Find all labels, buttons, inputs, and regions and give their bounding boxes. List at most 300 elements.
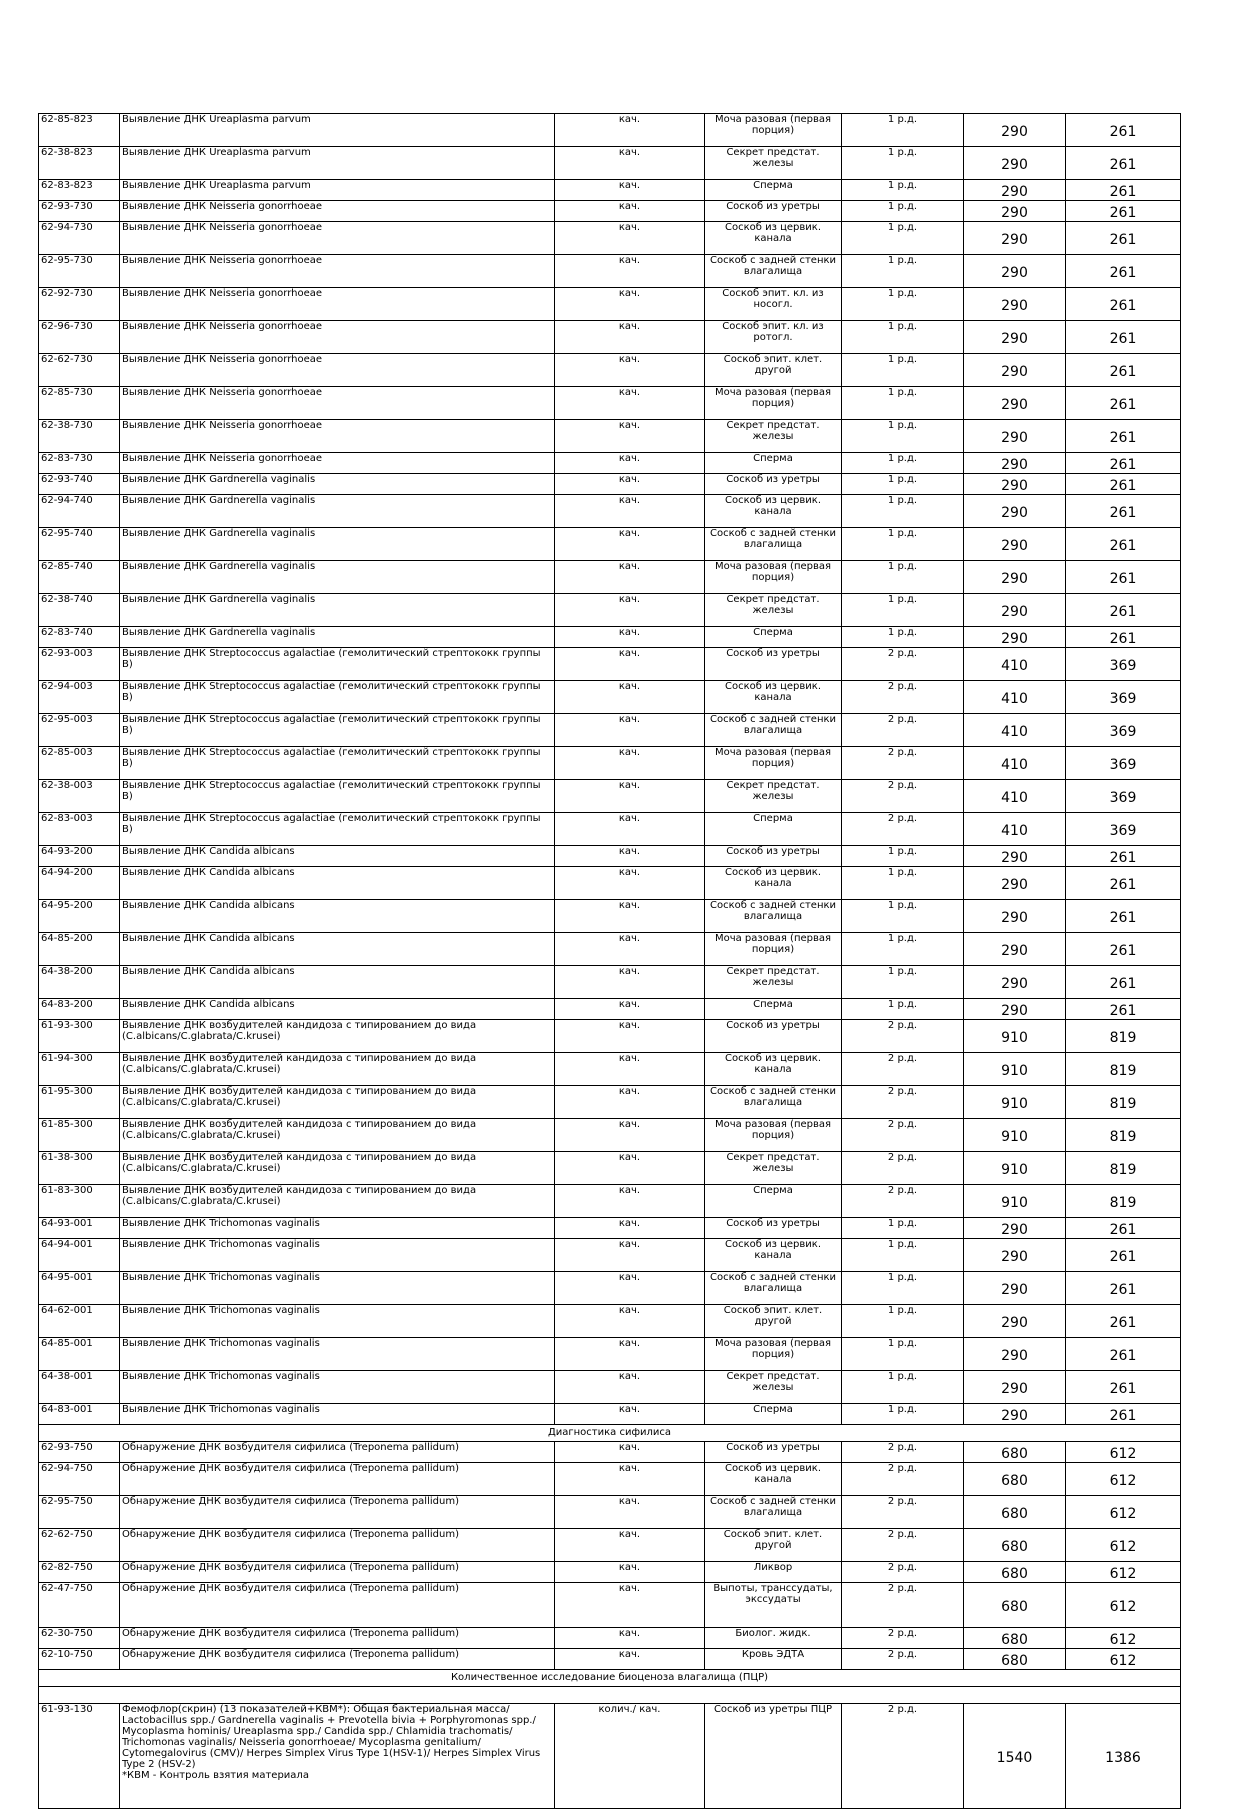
material-cell: Соскоб из цервик. канала bbox=[705, 495, 842, 528]
discount-price-cell: 261 bbox=[1066, 1338, 1181, 1371]
term-cell: 1 р.д. bbox=[842, 966, 964, 999]
discount-price-cell: 261 bbox=[1066, 474, 1181, 495]
table-row bbox=[39, 966, 1181, 999]
term-cell: 1 р.д. bbox=[842, 846, 964, 867]
test-name-cell: Выявление ДНК Neisseria gonorrhoeae bbox=[120, 321, 555, 354]
material-cell: Ликвор bbox=[705, 1562, 842, 1583]
discount-price-cell: 369 bbox=[1066, 747, 1181, 780]
test-code-cell: 62-94-730 bbox=[39, 222, 120, 255]
test-code-cell: 62-62-730 bbox=[39, 354, 120, 387]
method-cell: колич./ кач. bbox=[555, 1704, 705, 1809]
test-code-cell: 61-93-300 bbox=[39, 1020, 120, 1053]
method-cell: кач. bbox=[555, 1442, 705, 1463]
method-cell: кач. bbox=[555, 222, 705, 255]
test-code-cell: 62-85-003 bbox=[39, 747, 120, 780]
discount-price-cell: 819 bbox=[1066, 1152, 1181, 1185]
price-cell: 410 bbox=[964, 681, 1066, 714]
material-cell: Сперма bbox=[705, 999, 842, 1020]
price-cell: 290 bbox=[964, 1305, 1066, 1338]
term-cell: 2 р.д. bbox=[842, 1529, 964, 1562]
test-name-cell: Выявление ДНК Neisseria gonorrhoeae bbox=[120, 255, 555, 288]
test-name-cell: Выявление ДНК Trichomonas vaginalis bbox=[120, 1338, 555, 1371]
price-cell: 290 bbox=[964, 495, 1066, 528]
material-cell: Моча разовая (первая порция) bbox=[705, 747, 842, 780]
table-row bbox=[39, 1649, 1181, 1670]
price-cell: 290 bbox=[964, 474, 1066, 495]
material-cell: Моча разовая (первая порция) bbox=[705, 561, 842, 594]
discount-price-cell: 369 bbox=[1066, 714, 1181, 747]
term-cell: 2 р.д. bbox=[842, 1053, 964, 1086]
term-cell: 1 р.д. bbox=[842, 561, 964, 594]
discount-price-cell: 369 bbox=[1066, 681, 1181, 714]
discount-price-cell: 369 bbox=[1066, 648, 1181, 681]
discount-price-cell: 612 bbox=[1066, 1463, 1181, 1496]
price-cell: 290 bbox=[964, 1338, 1066, 1371]
price-cell: 410 bbox=[964, 648, 1066, 681]
section-title: Количественное исследование биоценоза влагалища (ПЦР) bbox=[39, 1670, 1181, 1687]
table-row bbox=[39, 1119, 1181, 1152]
price-cell: 290 bbox=[964, 354, 1066, 387]
table-row bbox=[39, 255, 1181, 288]
test-name-cell: Выявление ДНК Streptococcus agalactiae (гемолитический стрептококк группы В) bbox=[120, 780, 555, 813]
table-row bbox=[39, 180, 1181, 201]
discount-price-cell: 369 bbox=[1066, 813, 1181, 846]
price-cell: 680 bbox=[964, 1442, 1066, 1463]
test-code-cell: 64-85-001 bbox=[39, 1338, 120, 1371]
test-name-cell: Выявление ДНК Candida albicans bbox=[120, 999, 555, 1020]
test-code-cell: 61-83-300 bbox=[39, 1185, 120, 1218]
method-cell: кач. bbox=[555, 1404, 705, 1425]
test-code-cell: 62-95-740 bbox=[39, 528, 120, 561]
term-cell: 2 р.д. bbox=[842, 1442, 964, 1463]
table-row bbox=[39, 1305, 1181, 1338]
test-name-cell: Выявление ДНК Neisseria gonorrhoeae bbox=[120, 453, 555, 474]
spacer-cell bbox=[39, 1687, 1181, 1704]
test-code-cell: 62-85-823 bbox=[39, 114, 120, 147]
test-name-cell: Обнаружение ДНК возбудителя сифилиса (Treponema pallidum) bbox=[120, 1562, 555, 1583]
term-cell: 1 р.д. bbox=[842, 1239, 964, 1272]
term-cell: 2 р.д. bbox=[842, 1463, 964, 1496]
price-cell: 290 bbox=[964, 387, 1066, 420]
section-title: Диагностика сифилиса bbox=[39, 1425, 1181, 1442]
term-cell: 1 р.д. bbox=[842, 1404, 964, 1425]
method-cell: кач. bbox=[555, 561, 705, 594]
price-cell: 290 bbox=[964, 594, 1066, 627]
test-code-cell: 61-38-300 bbox=[39, 1152, 120, 1185]
term-cell: 2 р.д. bbox=[842, 1185, 964, 1218]
test-code-cell: 62-96-730 bbox=[39, 321, 120, 354]
table-row bbox=[39, 474, 1181, 495]
discount-price-cell: 261 bbox=[1066, 321, 1181, 354]
term-cell: 1 р.д. bbox=[842, 528, 964, 561]
table-row bbox=[39, 1218, 1181, 1239]
method-cell: кач. bbox=[555, 1218, 705, 1239]
method-cell: кач. bbox=[555, 1053, 705, 1086]
discount-price-cell: 261 bbox=[1066, 255, 1181, 288]
material-cell: Соскоб с задней стенки влагалища bbox=[705, 255, 842, 288]
test-code-cell: 62-38-823 bbox=[39, 147, 120, 180]
price-cell: 680 bbox=[964, 1628, 1066, 1649]
material-cell: Секрет предстат. железы bbox=[705, 594, 842, 627]
test-code-cell: 64-94-200 bbox=[39, 867, 120, 900]
table-row bbox=[39, 900, 1181, 933]
method-cell: кач. bbox=[555, 867, 705, 900]
test-code-cell: 64-95-200 bbox=[39, 900, 120, 933]
method-cell: кач. bbox=[555, 813, 705, 846]
method-cell: кач. bbox=[555, 1119, 705, 1152]
material-cell: Моча разовая (первая порция) bbox=[705, 1338, 842, 1371]
price-cell: 290 bbox=[964, 966, 1066, 999]
table-row bbox=[39, 147, 1181, 180]
test-code-cell: 62-62-750 bbox=[39, 1529, 120, 1562]
price-cell: 410 bbox=[964, 747, 1066, 780]
discount-price-cell: 261 bbox=[1066, 453, 1181, 474]
term-cell: 1 р.д. bbox=[842, 594, 964, 627]
material-cell: Соскоб из уретры bbox=[705, 1218, 842, 1239]
test-name-cell: Выявление ДНК Neisseria gonorrhoeae bbox=[120, 222, 555, 255]
table-row bbox=[39, 1496, 1181, 1529]
discount-price-cell: 261 bbox=[1066, 966, 1181, 999]
term-cell: 1 р.д. bbox=[842, 1371, 964, 1404]
price-cell: 290 bbox=[964, 846, 1066, 867]
test-name-cell: Выявление ДНК Streptococcus agalactiae (гемолитический стрептококк группы В) bbox=[120, 747, 555, 780]
price-cell: 290 bbox=[964, 222, 1066, 255]
term-cell: 1 р.д. bbox=[842, 387, 964, 420]
price-cell: 910 bbox=[964, 1119, 1066, 1152]
method-cell: кач. bbox=[555, 1338, 705, 1371]
test-code-cell: 62-83-740 bbox=[39, 627, 120, 648]
discount-price-cell: 261 bbox=[1066, 1371, 1181, 1404]
test-code-cell: 62-83-730 bbox=[39, 453, 120, 474]
price-cell: 410 bbox=[964, 813, 1066, 846]
price-cell: 910 bbox=[964, 1152, 1066, 1185]
price-cell: 290 bbox=[964, 114, 1066, 147]
material-cell: Сперма bbox=[705, 453, 842, 474]
table-row bbox=[39, 453, 1181, 474]
method-cell: кач. bbox=[555, 255, 705, 288]
test-name-cell: Обнаружение ДНК возбудителя сифилиса (Treponema pallidum) bbox=[120, 1496, 555, 1529]
test-name-cell: Выявление ДНК возбудителей кандидоза с типированием до вида (C.albicans/C.glabrata/C.krusei) bbox=[120, 1119, 555, 1152]
price-cell: 910 bbox=[964, 1053, 1066, 1086]
term-cell: 1 р.д. bbox=[842, 900, 964, 933]
table-row bbox=[39, 714, 1181, 747]
test-code-cell: 62-38-730 bbox=[39, 420, 120, 453]
test-code-cell: 62-93-740 bbox=[39, 474, 120, 495]
material-cell: Секрет предстат. железы bbox=[705, 420, 842, 453]
method-cell: кач. bbox=[555, 1463, 705, 1496]
material-cell: Соскоб из цервик. канала bbox=[705, 867, 842, 900]
price-cell: 290 bbox=[964, 420, 1066, 453]
test-name-cell: Выявление ДНК Candida albicans bbox=[120, 867, 555, 900]
method-cell: кач. bbox=[555, 1239, 705, 1272]
test-code-cell: 62-82-750 bbox=[39, 1562, 120, 1583]
term-cell: 1 р.д. bbox=[842, 999, 964, 1020]
test-code-cell: 62-30-750 bbox=[39, 1628, 120, 1649]
material-cell: Соскоб из цервик. канала bbox=[705, 1463, 842, 1496]
price-cell: 1540 bbox=[964, 1704, 1066, 1809]
price-cell: 410 bbox=[964, 780, 1066, 813]
term-cell: 2 р.д. bbox=[842, 714, 964, 747]
test-code-cell: 64-62-001 bbox=[39, 1305, 120, 1338]
test-name-cell: Выявление ДНК Trichomonas vaginalis bbox=[120, 1218, 555, 1239]
discount-price-cell: 612 bbox=[1066, 1628, 1181, 1649]
table-row bbox=[39, 1086, 1181, 1119]
table-row bbox=[39, 780, 1181, 813]
test-code-cell: 62-47-750 bbox=[39, 1583, 120, 1628]
method-cell: кач. bbox=[555, 1272, 705, 1305]
table-row bbox=[39, 114, 1181, 147]
discount-price-cell: 261 bbox=[1066, 933, 1181, 966]
test-name-cell: Обнаружение ДНК возбудителя сифилиса (Treponema pallidum) bbox=[120, 1649, 555, 1670]
discount-price-cell: 261 bbox=[1066, 1305, 1181, 1338]
table-row bbox=[39, 681, 1181, 714]
discount-price-cell: 261 bbox=[1066, 495, 1181, 528]
term-cell: 2 р.д. bbox=[842, 1704, 964, 1809]
term-cell: 1 р.д. bbox=[842, 867, 964, 900]
term-cell: 2 р.д. bbox=[842, 813, 964, 846]
term-cell: 1 р.д. bbox=[842, 1338, 964, 1371]
material-cell: Соскоб из уретры bbox=[705, 1442, 842, 1463]
method-cell: кач. bbox=[555, 147, 705, 180]
price-cell: 680 bbox=[964, 1529, 1066, 1562]
test-code-cell: 64-93-001 bbox=[39, 1218, 120, 1239]
table-row bbox=[39, 747, 1181, 780]
test-code-cell: 64-83-200 bbox=[39, 999, 120, 1020]
method-cell: кач. bbox=[555, 180, 705, 201]
price-cell: 290 bbox=[964, 453, 1066, 474]
method-cell: кач. bbox=[555, 1152, 705, 1185]
price-cell: 680 bbox=[964, 1562, 1066, 1583]
table-row bbox=[39, 1185, 1181, 1218]
material-cell: Соскоб из уретры bbox=[705, 474, 842, 495]
table-row bbox=[39, 1463, 1181, 1496]
discount-price-cell: 261 bbox=[1066, 180, 1181, 201]
discount-price-cell: 612 bbox=[1066, 1562, 1181, 1583]
discount-price-cell: 261 bbox=[1066, 387, 1181, 420]
method-cell: кач. bbox=[555, 1020, 705, 1053]
test-code-cell: 62-95-730 bbox=[39, 255, 120, 288]
test-code-cell: 62-83-003 bbox=[39, 813, 120, 846]
table-row bbox=[39, 288, 1181, 321]
test-code-cell: 62-83-823 bbox=[39, 180, 120, 201]
test-code-cell: 62-95-003 bbox=[39, 714, 120, 747]
table-row bbox=[39, 354, 1181, 387]
price-cell: 290 bbox=[964, 867, 1066, 900]
method-cell: кач. bbox=[555, 1185, 705, 1218]
method-cell: кач. bbox=[555, 714, 705, 747]
method-cell: кач. bbox=[555, 648, 705, 681]
table-row bbox=[39, 846, 1181, 867]
table-row bbox=[39, 867, 1181, 900]
test-name-cell: Выявление ДНК Trichomonas vaginalis bbox=[120, 1239, 555, 1272]
method-cell: кач. bbox=[555, 528, 705, 561]
test-code-cell: 61-94-300 bbox=[39, 1053, 120, 1086]
table-row bbox=[39, 1053, 1181, 1086]
test-code-cell: 61-93-130 bbox=[39, 1704, 120, 1809]
term-cell: 2 р.д. bbox=[842, 1020, 964, 1053]
test-name-cell: Выявление ДНК Neisseria gonorrhoeae bbox=[120, 420, 555, 453]
method-cell: кач. bbox=[555, 594, 705, 627]
test-name-cell: Выявление ДНК Streptococcus agalactiae (гемолитический стрептококк группы В) bbox=[120, 813, 555, 846]
material-cell: Соскоб из уретры bbox=[705, 648, 842, 681]
method-cell: кач. bbox=[555, 1529, 705, 1562]
term-cell: 2 р.д. bbox=[842, 780, 964, 813]
method-cell: кач. bbox=[555, 453, 705, 474]
material-cell: Моча разовая (первая порция) bbox=[705, 933, 842, 966]
price-cell: 680 bbox=[964, 1496, 1066, 1529]
test-name-cell: Выявление ДНК Trichomonas vaginalis bbox=[120, 1404, 555, 1425]
material-cell: Секрет предстат. железы bbox=[705, 780, 842, 813]
table-row bbox=[39, 528, 1181, 561]
test-code-cell: 64-38-200 bbox=[39, 966, 120, 999]
term-cell: 1 р.д. bbox=[842, 180, 964, 201]
material-cell: Соскоб с задней стенки влагалища bbox=[705, 714, 842, 747]
method-cell: кач. bbox=[555, 114, 705, 147]
test-code-cell: 64-38-001 bbox=[39, 1371, 120, 1404]
test-code-cell: 62-10-750 bbox=[39, 1649, 120, 1670]
term-cell: 1 р.д. bbox=[842, 321, 964, 354]
price-cell: 290 bbox=[964, 933, 1066, 966]
discount-price-cell: 369 bbox=[1066, 780, 1181, 813]
term-cell: 2 р.д. bbox=[842, 681, 964, 714]
test-name-cell: Выявление ДНК Neisseria gonorrhoeae bbox=[120, 288, 555, 321]
price-cell: 680 bbox=[964, 1583, 1066, 1628]
test-code-cell: 64-85-200 bbox=[39, 933, 120, 966]
price-cell: 910 bbox=[964, 1020, 1066, 1053]
price-cell: 290 bbox=[964, 288, 1066, 321]
material-cell: Секрет предстат. железы bbox=[705, 966, 842, 999]
method-cell: кач. bbox=[555, 420, 705, 453]
price-cell: 680 bbox=[964, 1649, 1066, 1670]
term-cell: 2 р.д. bbox=[842, 1649, 964, 1670]
term-cell: 1 р.д. bbox=[842, 288, 964, 321]
discount-price-cell: 261 bbox=[1066, 222, 1181, 255]
price-cell: 290 bbox=[964, 1371, 1066, 1404]
price-list-table bbox=[38, 113, 1181, 1809]
discount-price-cell: 612 bbox=[1066, 1529, 1181, 1562]
test-name-cell: Выявление ДНК Candida albicans bbox=[120, 966, 555, 999]
table-row bbox=[39, 1152, 1181, 1185]
test-code-cell: 62-93-750 bbox=[39, 1442, 120, 1463]
term-cell: 2 р.д. bbox=[842, 1583, 964, 1628]
material-cell: Биолог. жидк. bbox=[705, 1628, 842, 1649]
table-row bbox=[39, 321, 1181, 354]
test-code-cell: 62-94-740 bbox=[39, 495, 120, 528]
method-cell: кач. bbox=[555, 387, 705, 420]
price-cell: 290 bbox=[964, 321, 1066, 354]
section-header bbox=[39, 1670, 1181, 1687]
term-cell: 1 р.д. bbox=[842, 474, 964, 495]
test-code-cell: 64-93-200 bbox=[39, 846, 120, 867]
term-cell: 1 р.д. bbox=[842, 1218, 964, 1239]
test-name-cell: Выявление ДНК Candida albicans bbox=[120, 933, 555, 966]
table-row bbox=[39, 1371, 1181, 1404]
method-cell: кач. bbox=[555, 354, 705, 387]
material-cell: Соскоб с задней стенки влагалища bbox=[705, 900, 842, 933]
material-cell: Секрет предстат. железы bbox=[705, 1152, 842, 1185]
material-cell: Сперма bbox=[705, 1404, 842, 1425]
table-row bbox=[39, 648, 1181, 681]
material-cell: Соскоб из цервик. канала bbox=[705, 1239, 842, 1272]
material-cell: Моча разовая (первая порция) bbox=[705, 387, 842, 420]
method-cell: кач. bbox=[555, 933, 705, 966]
discount-price-cell: 261 bbox=[1066, 147, 1181, 180]
discount-price-cell: 261 bbox=[1066, 1218, 1181, 1239]
table-row bbox=[39, 1442, 1181, 1463]
price-cell: 290 bbox=[964, 627, 1066, 648]
term-cell: 1 р.д. bbox=[842, 420, 964, 453]
material-cell: Моча разовая (первая порция) bbox=[705, 1119, 842, 1152]
material-cell: Соскоб из цервик. канала bbox=[705, 1053, 842, 1086]
test-code-cell: 61-95-300 bbox=[39, 1086, 120, 1119]
material-cell: Сперма bbox=[705, 180, 842, 201]
material-cell: Секрет предстат. железы bbox=[705, 1371, 842, 1404]
method-cell: кач. bbox=[555, 321, 705, 354]
term-cell: 1 р.д. bbox=[842, 933, 964, 966]
method-cell: кач. bbox=[555, 1496, 705, 1529]
test-code-cell: 61-85-300 bbox=[39, 1119, 120, 1152]
material-cell: Соскоб из уретры ПЦР bbox=[705, 1704, 842, 1809]
material-cell: Соскоб из уретры bbox=[705, 1020, 842, 1053]
table-row bbox=[39, 561, 1181, 594]
test-name-cell: Выявление ДНК возбудителей кандидоза с типированием до вида (C.albicans/C.glabrata/C.krusei) bbox=[120, 1152, 555, 1185]
material-cell: Выпоты, транссудаты, экссудаты bbox=[705, 1583, 842, 1628]
material-cell: Соскоб эпит. клет. другой bbox=[705, 1305, 842, 1338]
test-name-cell: Выявление ДНК Gardnerella vaginalis bbox=[120, 561, 555, 594]
term-cell: 1 р.д. bbox=[842, 255, 964, 288]
term-cell: 1 р.д. bbox=[842, 627, 964, 648]
table-row bbox=[39, 222, 1181, 255]
material-cell: Соскоб эпит. клет. другой bbox=[705, 1529, 842, 1562]
material-cell: Соскоб из цервик. канала bbox=[705, 681, 842, 714]
test-name-cell: Выявление ДНК Neisseria gonorrhoeae bbox=[120, 354, 555, 387]
discount-price-cell: 612 bbox=[1066, 1442, 1181, 1463]
test-code-cell: 62-93-003 bbox=[39, 648, 120, 681]
test-name-cell: Выявление ДНК Ureaplasma parvum bbox=[120, 114, 555, 147]
spacer-row bbox=[39, 1687, 1181, 1704]
discount-price-cell: 261 bbox=[1066, 420, 1181, 453]
price-cell: 290 bbox=[964, 255, 1066, 288]
discount-price-cell: 261 bbox=[1066, 627, 1181, 648]
discount-price-cell: 612 bbox=[1066, 1583, 1181, 1628]
method-cell: кач. bbox=[555, 681, 705, 714]
test-code-cell: 62-85-730 bbox=[39, 387, 120, 420]
price-cell: 290 bbox=[964, 999, 1066, 1020]
test-name-cell: Выявление ДНК Gardnerella vaginalis bbox=[120, 627, 555, 648]
test-code-cell: 64-83-001 bbox=[39, 1404, 120, 1425]
term-cell: 2 р.д. bbox=[842, 1628, 964, 1649]
term-cell: 2 р.д. bbox=[842, 1496, 964, 1529]
discount-price-cell: 261 bbox=[1066, 114, 1181, 147]
term-cell: 2 р.д. bbox=[842, 648, 964, 681]
term-cell: 1 р.д. bbox=[842, 354, 964, 387]
material-cell: Соскоб эпит. кл. из носогл. bbox=[705, 288, 842, 321]
material-cell: Сперма bbox=[705, 1185, 842, 1218]
method-cell: кач. bbox=[555, 627, 705, 648]
table-row bbox=[39, 1272, 1181, 1305]
discount-price-cell: 819 bbox=[1066, 1053, 1181, 1086]
material-cell: Кровь ЭДТА bbox=[705, 1649, 842, 1670]
material-cell: Моча разовая (первая порция) bbox=[705, 114, 842, 147]
discount-price-cell: 261 bbox=[1066, 867, 1181, 900]
material-cell: Соскоб с задней стенки влагалища bbox=[705, 1496, 842, 1529]
test-code-cell: 62-93-730 bbox=[39, 201, 120, 222]
method-cell: кач. bbox=[555, 846, 705, 867]
price-cell: 290 bbox=[964, 561, 1066, 594]
test-name-cell: Выявление ДНК возбудителей кандидоза с типированием до вида (C.albicans/C.glabrata/C.krusei) bbox=[120, 1053, 555, 1086]
table-row bbox=[39, 201, 1181, 222]
method-cell: кач. bbox=[555, 288, 705, 321]
